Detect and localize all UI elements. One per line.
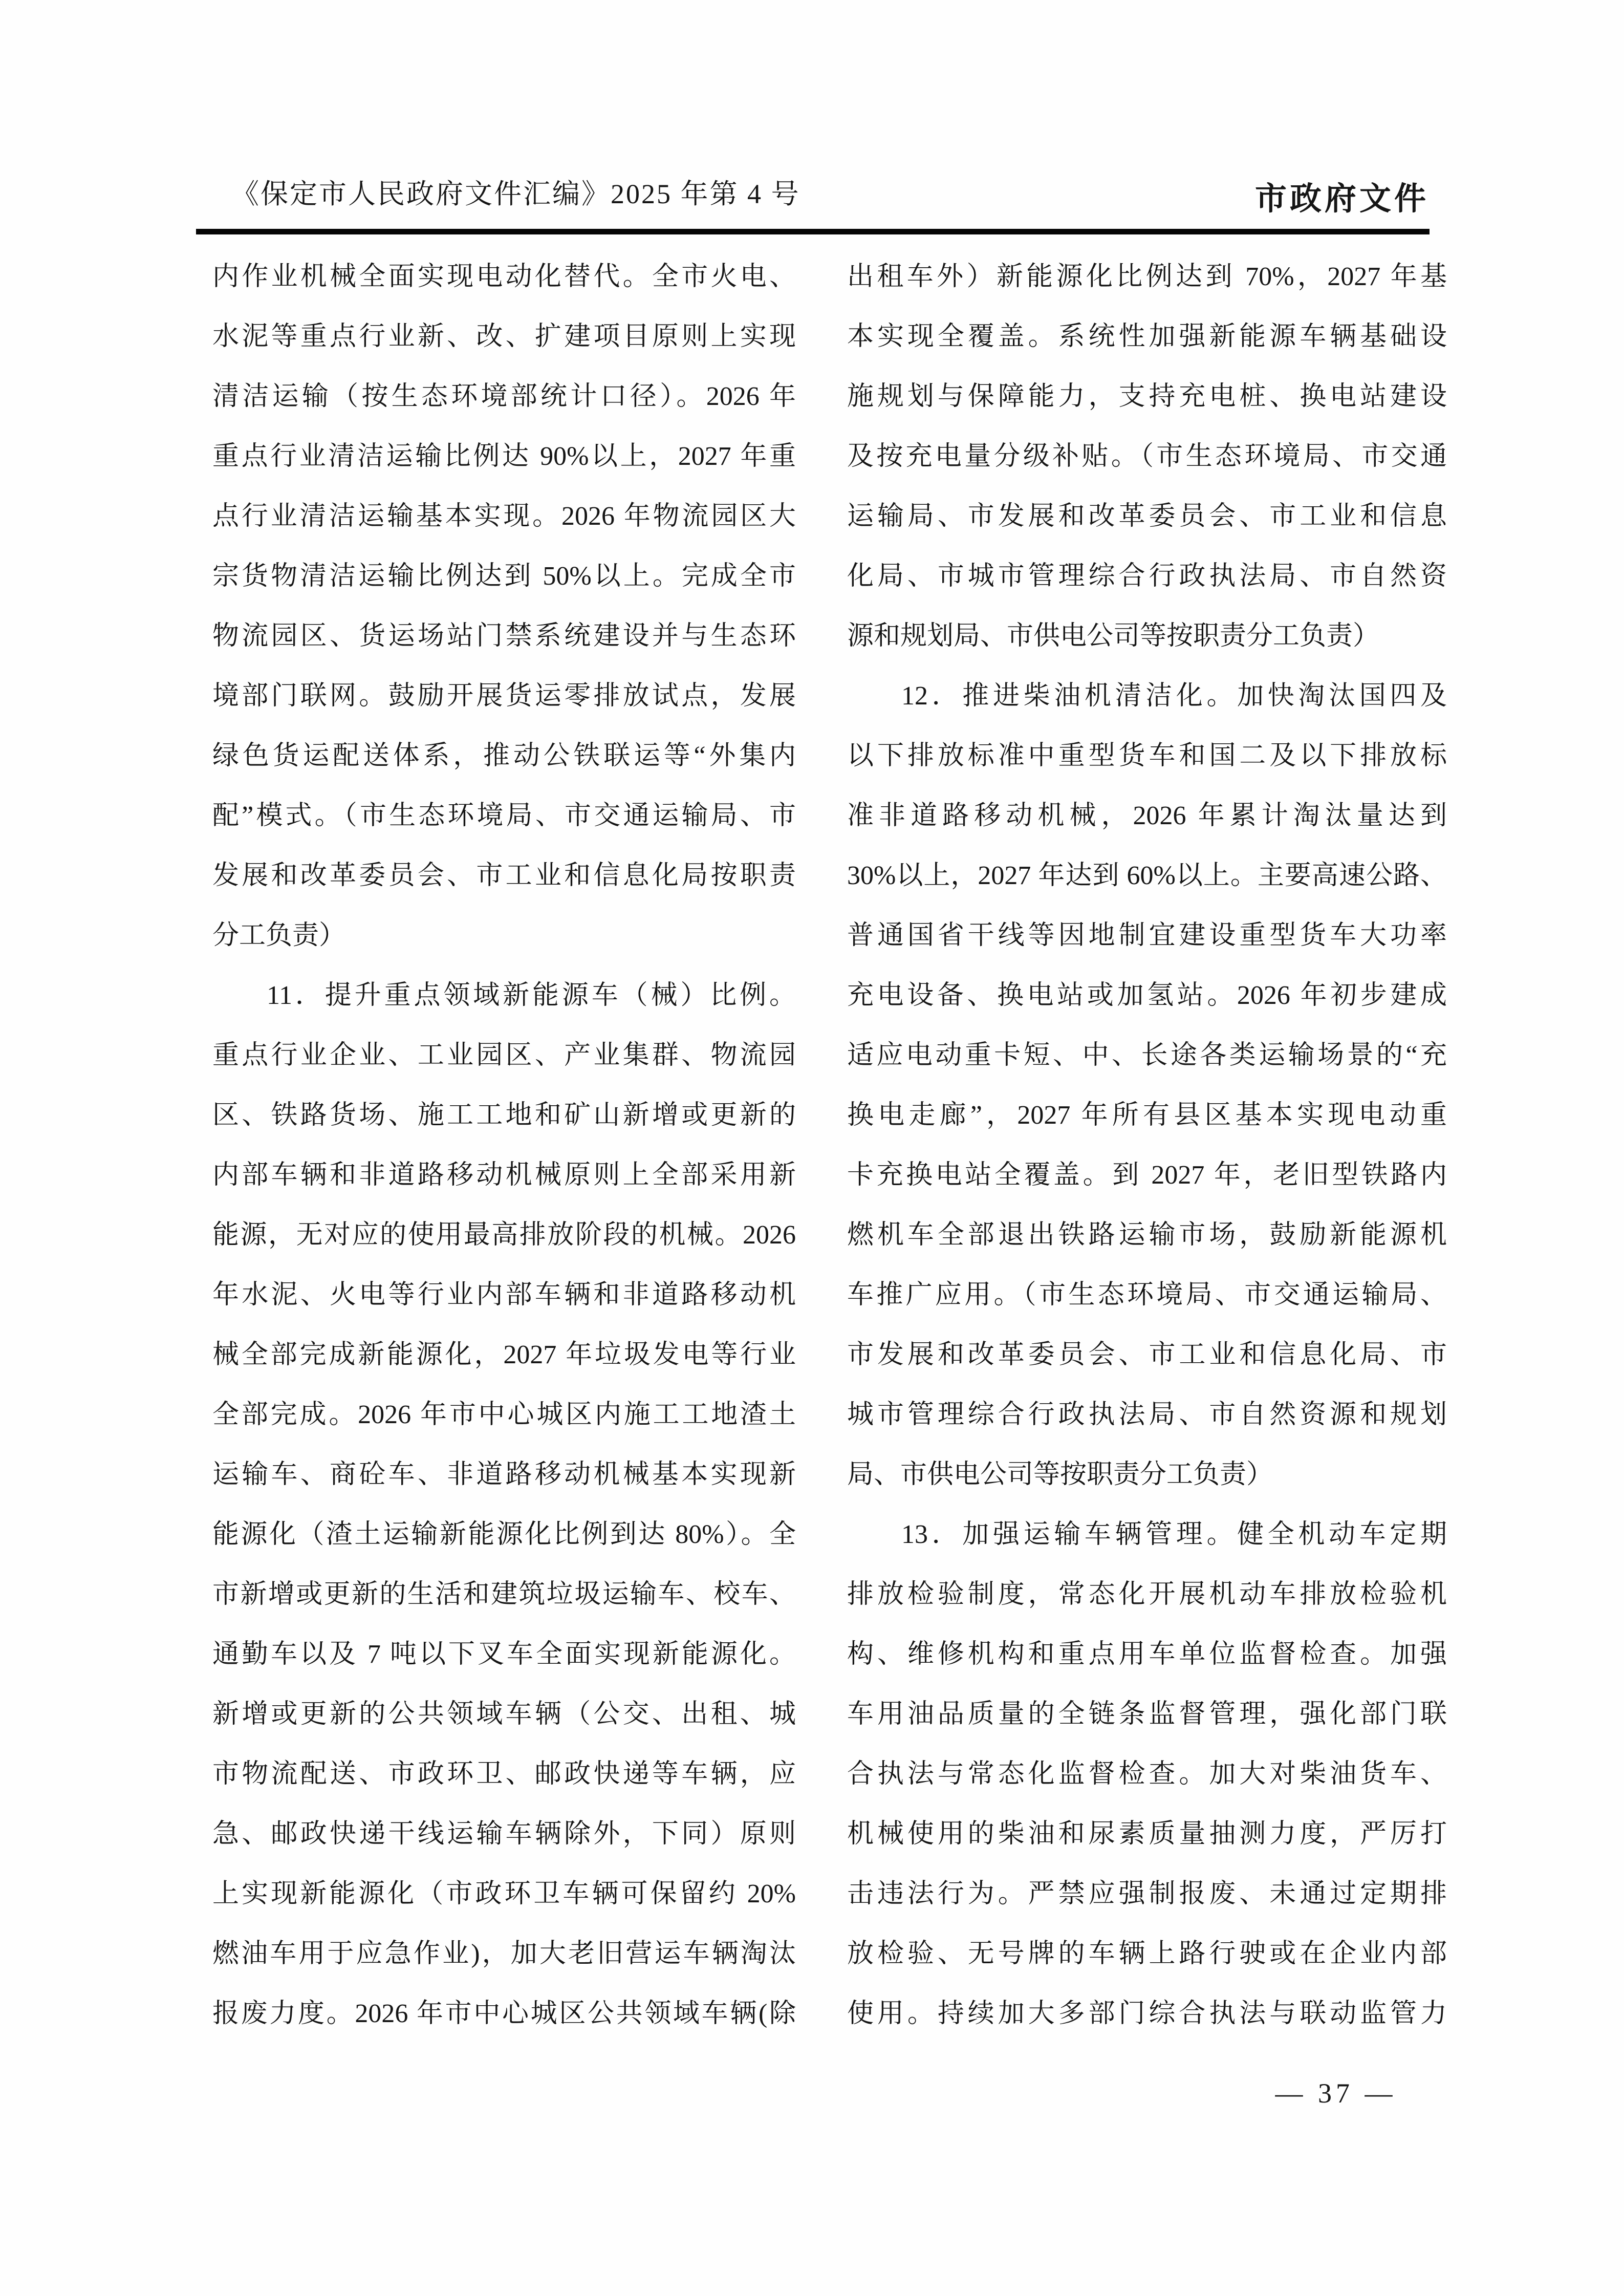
text-line: 化局、市城市管理综合行政执法局、市自然资 <box>847 562 1447 591</box>
text-line: 分工负责） <box>212 921 346 950</box>
text-line: 水泥等重点行业新、改、扩建项目原则上实现 <box>212 322 796 351</box>
header-compilation-title: 《保定市人民政府文件汇编》2025 年第 4 号 <box>231 179 800 209</box>
text-line: 通勤车以及 7 吨以下叉车全面实现新能源化。 <box>212 1640 796 1669</box>
text-line: 出租车外）新能源化比例达到 70%，2027 年基 <box>847 262 1447 291</box>
text-line: 配”模式。（市生态环境局、市交通运输局、市 <box>212 801 796 830</box>
text-line: 内部车辆和非道路移动机械原则上全部采用新 <box>212 1161 796 1190</box>
text-line: 施规划与保障能力，支持充电桩、换电站建设 <box>847 382 1447 411</box>
text-line: 本实现全覆盖。系统性加强新能源车辆基础设 <box>847 322 1447 351</box>
text-line: 市新增或更新的生活和建筑垃圾运输车、校车、 <box>212 1580 796 1609</box>
text-line: 急、邮政快递干线运输车辆除外，下同）原则 <box>212 1819 796 1849</box>
text-line: 运输车、商砼车、非道路移动机械基本实现新 <box>212 1460 796 1489</box>
text-line: 城市管理综合行政执法局、市自然资源和规划 <box>847 1400 1447 1429</box>
header-section-label: 市政府文件 <box>1255 181 1430 217</box>
text-line: 运输局、市发展和改革委员会、市工业和信息 <box>847 502 1447 531</box>
text-line: 合执法与常态化监督检查。加大对柴油货车、 <box>847 1759 1447 1789</box>
text-line: 构、维修机构和重点用车单位监督检查。加强 <box>847 1640 1447 1669</box>
text-line: 击违法行为。严禁应强制报废、未通过定期排 <box>847 1879 1447 1908</box>
text-line: 放检验、无号牌的车辆上路行驶或在企业内部 <box>847 1939 1447 1968</box>
text-line: 重点行业企业、工业园区、产业集群、物流园 <box>212 1041 796 1070</box>
text-line: 准非道路移动机械，2026 年累计淘汰量达到 <box>847 801 1447 830</box>
text-line: 使用。持续加大多部门综合执法与联动监管力 <box>847 1999 1447 2028</box>
text-line: 源和规划局、市供电公司等按职责分工负责） <box>847 621 1380 651</box>
text-line: 报废力度。2026 年市中心城区公共领域车辆(除 <box>212 1999 796 2028</box>
text-line: 燃机车全部退出铁路运输市场，鼓励新能源机 <box>847 1220 1447 1250</box>
text-line: 局、市供电公司等按职责分工负责） <box>847 1460 1273 1489</box>
text-line: 30%以上，2027 年达到 60%以上。主要高速公路、 <box>847 861 1447 890</box>
page-number: — 37 — <box>1275 2078 1397 2109</box>
text-line: 充电设备、换电站或加氢站。2026 年初步建成 <box>847 981 1447 1010</box>
text-line: 换电走廊”，2027 年所有县区基本实现电动重 <box>847 1101 1447 1130</box>
text-line: 清洁运输（按生态环境部统计口径）。2026 年 <box>212 382 796 411</box>
text-line: 车用油品质量的全链条监督管理，强化部门联 <box>847 1700 1447 1729</box>
text-line-item-12-start: 12．推进柴油机清洁化。加快淘汰国四及 <box>901 681 1447 711</box>
left-column <box>212 247 796 2044</box>
text-line: 车推广应用。（市生态环境局、市交通运输局、 <box>847 1280 1447 1310</box>
text-line: 卡充换电站全覆盖。到 2027 年，老旧型铁路内 <box>847 1161 1447 1190</box>
text-line: 械全部完成新能源化，2027 年垃圾发电等行业 <box>212 1340 796 1369</box>
text-line: 以下排放标准中重型货车和国二及以下排放标 <box>847 741 1447 770</box>
text-line: 适应电动重卡短、中、长途各类运输场景的“充 <box>847 1041 1447 1070</box>
text-line: 全部完成。2026 年市中心城区内施工工地渣土 <box>212 1400 796 1429</box>
text-line: 燃油车用于应急作业)，加大老旧营运车辆淘汰 <box>212 1939 796 1968</box>
text-line-item-11-start: 11．提升重点领域新能源车（械）比例。 <box>267 981 796 1010</box>
text-line: 能源，无对应的使用最高排放阶段的机械。2026 <box>212 1220 796 1250</box>
text-line: 新增或更新的公共领域车辆（公交、出租、城 <box>212 1700 796 1729</box>
text-line: 内作业机械全面实现电动化替代。全市火电、 <box>212 262 796 291</box>
text-line: 能源化（渣土运输新能源化比例到达 80%）。全 <box>212 1520 796 1549</box>
text-line: 发展和改革委员会、市工业和信息化局按职责 <box>212 861 796 890</box>
header-rule <box>196 229 1430 234</box>
text-line: 市物流配送、市政环卫、邮政快递等车辆，应 <box>212 1759 796 1789</box>
text-line: 境部门联网。鼓励开展货运零排放试点，发展 <box>212 681 796 711</box>
text-line: 上实现新能源化（市政环卫车辆可保留约 20% <box>212 1879 796 1908</box>
text-line: 重点行业清洁运输比例达 90%以上，2027 年重 <box>212 442 796 471</box>
text-line: 区、铁路货场、施工工地和矿山新增或更新的 <box>212 1101 796 1130</box>
text-line: 机械使用的柴油和尿素质量抽测力度，严厉打 <box>847 1819 1447 1849</box>
text-line: 物流园区、货运场站门禁系统建设并与生态环 <box>212 621 796 651</box>
text-line: 市发展和改革委员会、市工业和信息化局、市 <box>847 1340 1447 1369</box>
text-line: 绿色货运配送体系，推动公铁联运等“外集内 <box>212 741 796 770</box>
right-column <box>847 247 1447 2044</box>
text-line: 及按充电量分级补贴。（市生态环境局、市交通 <box>847 442 1447 471</box>
text-line-item-13-start: 13．加强运输车辆管理。健全机动车定期 <box>901 1520 1447 1549</box>
text-line: 年水泥、火电等行业内部车辆和非道路移动机 <box>212 1280 796 1310</box>
text-line: 宗货物清洁运输比例达到 50%以上。完成全市 <box>212 562 796 591</box>
text-line: 排放检验制度，常态化开展机动车排放检验机 <box>847 1580 1447 1609</box>
text-line: 点行业清洁运输基本实现。2026 年物流园区大 <box>212 502 796 531</box>
text-line: 普通国省干线等因地制宜建设重型货车大功率 <box>847 921 1447 950</box>
